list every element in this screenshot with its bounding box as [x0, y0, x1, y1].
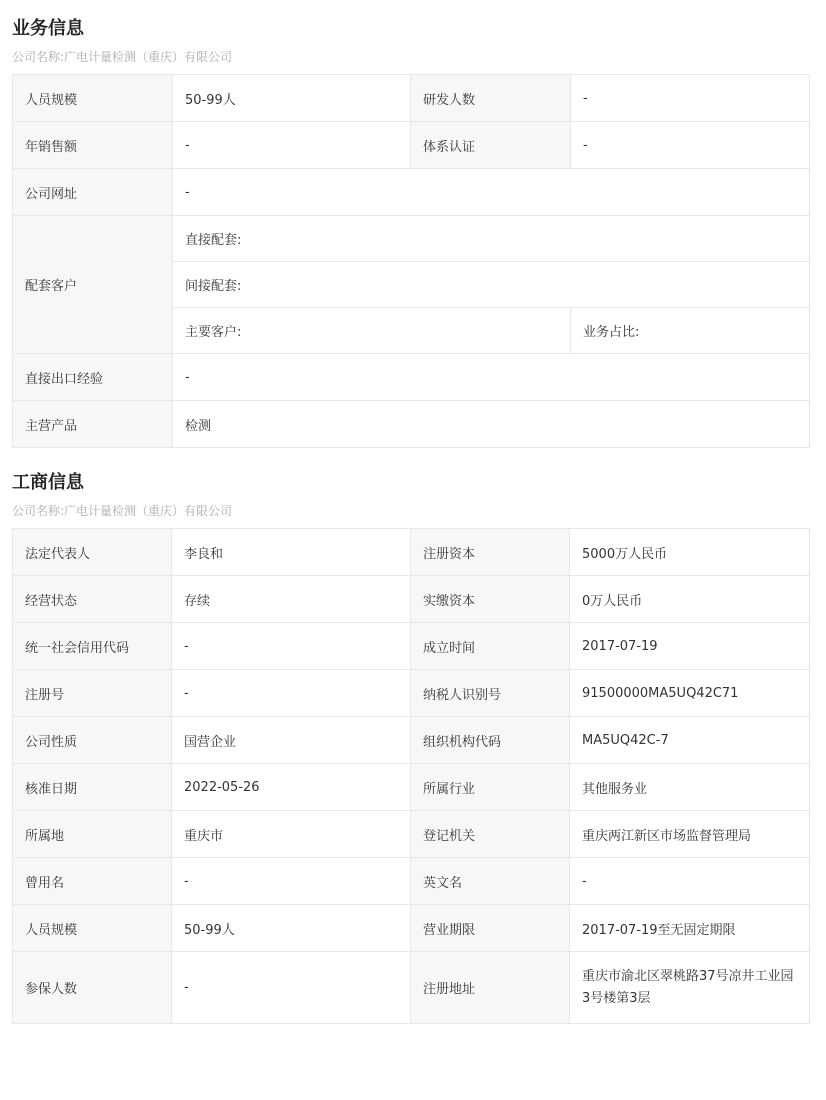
paid-capital-label: 实缴资本 [411, 576, 570, 623]
annual-sales-value: - [173, 122, 411, 169]
former-name-label: 曾用名 [13, 858, 172, 905]
founded-date-label: 成立时间 [411, 623, 570, 670]
paid-capital-value: 0万人民币 [570, 576, 810, 623]
approval-date-value: 2022-05-26 [172, 764, 411, 811]
website-value: - [173, 169, 810, 216]
location-value: 重庆市 [172, 811, 411, 858]
founded-date-value: 2017-07-19 [570, 623, 810, 670]
approval-date-label: 核准日期 [13, 764, 172, 811]
company-type-label: 公司性质 [13, 717, 172, 764]
former-name-value: - [172, 858, 411, 905]
staff-size-value: 50-99人 [172, 905, 411, 952]
industry-value: 其他服务业 [570, 764, 810, 811]
credit-code-label: 统一社会信用代码 [13, 623, 172, 670]
table-row [13, 623, 810, 670]
commerce-info-table [12, 528, 810, 1024]
legal-rep-value: 李良和 [172, 529, 411, 576]
registration-number-value: - [172, 670, 411, 717]
english-name-value: - [570, 858, 810, 905]
staff-size-value: 50-99人 [173, 75, 411, 122]
business-info-company-name: 公司名称:广电计量检测（重庆）有限公司 [12, 50, 233, 64]
commerce-info-company-name: 公司名称:广电计量检测（重庆）有限公司 [12, 504, 233, 518]
registration-authority-label: 登记机关 [411, 811, 570, 858]
certification-label: 体系认证 [411, 122, 571, 169]
business-info-title: 业务信息 [12, 18, 84, 39]
table-row [13, 670, 810, 717]
table-row [13, 811, 810, 858]
registration-number-label: 注册号 [13, 670, 172, 717]
location-label: 所属地 [13, 811, 172, 858]
registered-address-value: 重庆市渝北区翠桃路37号凉井工业园3号楼第3层 [570, 952, 810, 1024]
company-type-value: 国营企业 [172, 717, 411, 764]
table-row [13, 529, 810, 576]
business-info-table [12, 74, 810, 448]
main-product-value: 检测 [173, 401, 810, 448]
table-row [13, 75, 810, 122]
table-row [13, 354, 810, 401]
major-clients-label: 主要客户: [173, 308, 571, 354]
export-experience-value: - [173, 354, 810, 401]
registered-address-label: 注册地址 [411, 952, 570, 1024]
table-row [13, 122, 810, 169]
commerce-info-title: 工商信息 [12, 472, 84, 493]
table-row [13, 401, 810, 448]
table-row [13, 216, 810, 262]
main-product-label: 主营产品 [13, 401, 173, 448]
website-label: 公司网址 [13, 169, 173, 216]
business-term-value: 2017-07-19至无固定期限 [570, 905, 810, 952]
staff-size-label: 人员规模 [13, 75, 173, 122]
certification-value: - [571, 122, 810, 169]
org-code-value: MA5UQ42C-7 [570, 717, 810, 764]
registered-capital-label: 注册资本 [411, 529, 570, 576]
table-row [13, 858, 810, 905]
registration-authority-value: 重庆两江新区市场监督管理局 [570, 811, 810, 858]
direct-supply-label: 直接配套: [173, 216, 810, 262]
clients-label: 配套客户 [13, 216, 173, 354]
industry-label: 所属行业 [411, 764, 570, 811]
commerce-info-section [12, 470, 809, 1024]
registered-capital-value: 5000万人民币 [570, 529, 810, 576]
table-row [13, 576, 810, 623]
operating-status-label: 经营状态 [13, 576, 172, 623]
annual-sales-label: 年销售额 [13, 122, 173, 169]
english-name-label: 英文名 [411, 858, 570, 905]
table-row [13, 952, 810, 1024]
insured-count-label: 参保人数 [13, 952, 172, 1024]
staff-size-label: 人员规模 [13, 905, 172, 952]
indirect-supply-label: 间接配套: [173, 262, 810, 308]
business-info-section [12, 16, 809, 448]
org-code-label: 组织机构代码 [411, 717, 570, 764]
operating-status-value: 存续 [172, 576, 411, 623]
rd-count-value: - [571, 75, 810, 122]
table-row [13, 905, 810, 952]
credit-code-value: - [172, 623, 411, 670]
table-row [13, 764, 810, 811]
table-row [13, 717, 810, 764]
rd-count-label: 研发人数 [411, 75, 571, 122]
insured-count-value: - [172, 952, 411, 1024]
business-term-label: 营业期限 [411, 905, 570, 952]
export-experience-label: 直接出口经验 [13, 354, 173, 401]
table-row [13, 169, 810, 216]
taxpayer-id-label: 纳税人识别号 [411, 670, 570, 717]
business-share-label: 业务占比: [571, 308, 810, 354]
taxpayer-id-value: 91500000MA5UQ42C71 [570, 670, 810, 717]
legal-rep-label: 法定代表人 [13, 529, 172, 576]
